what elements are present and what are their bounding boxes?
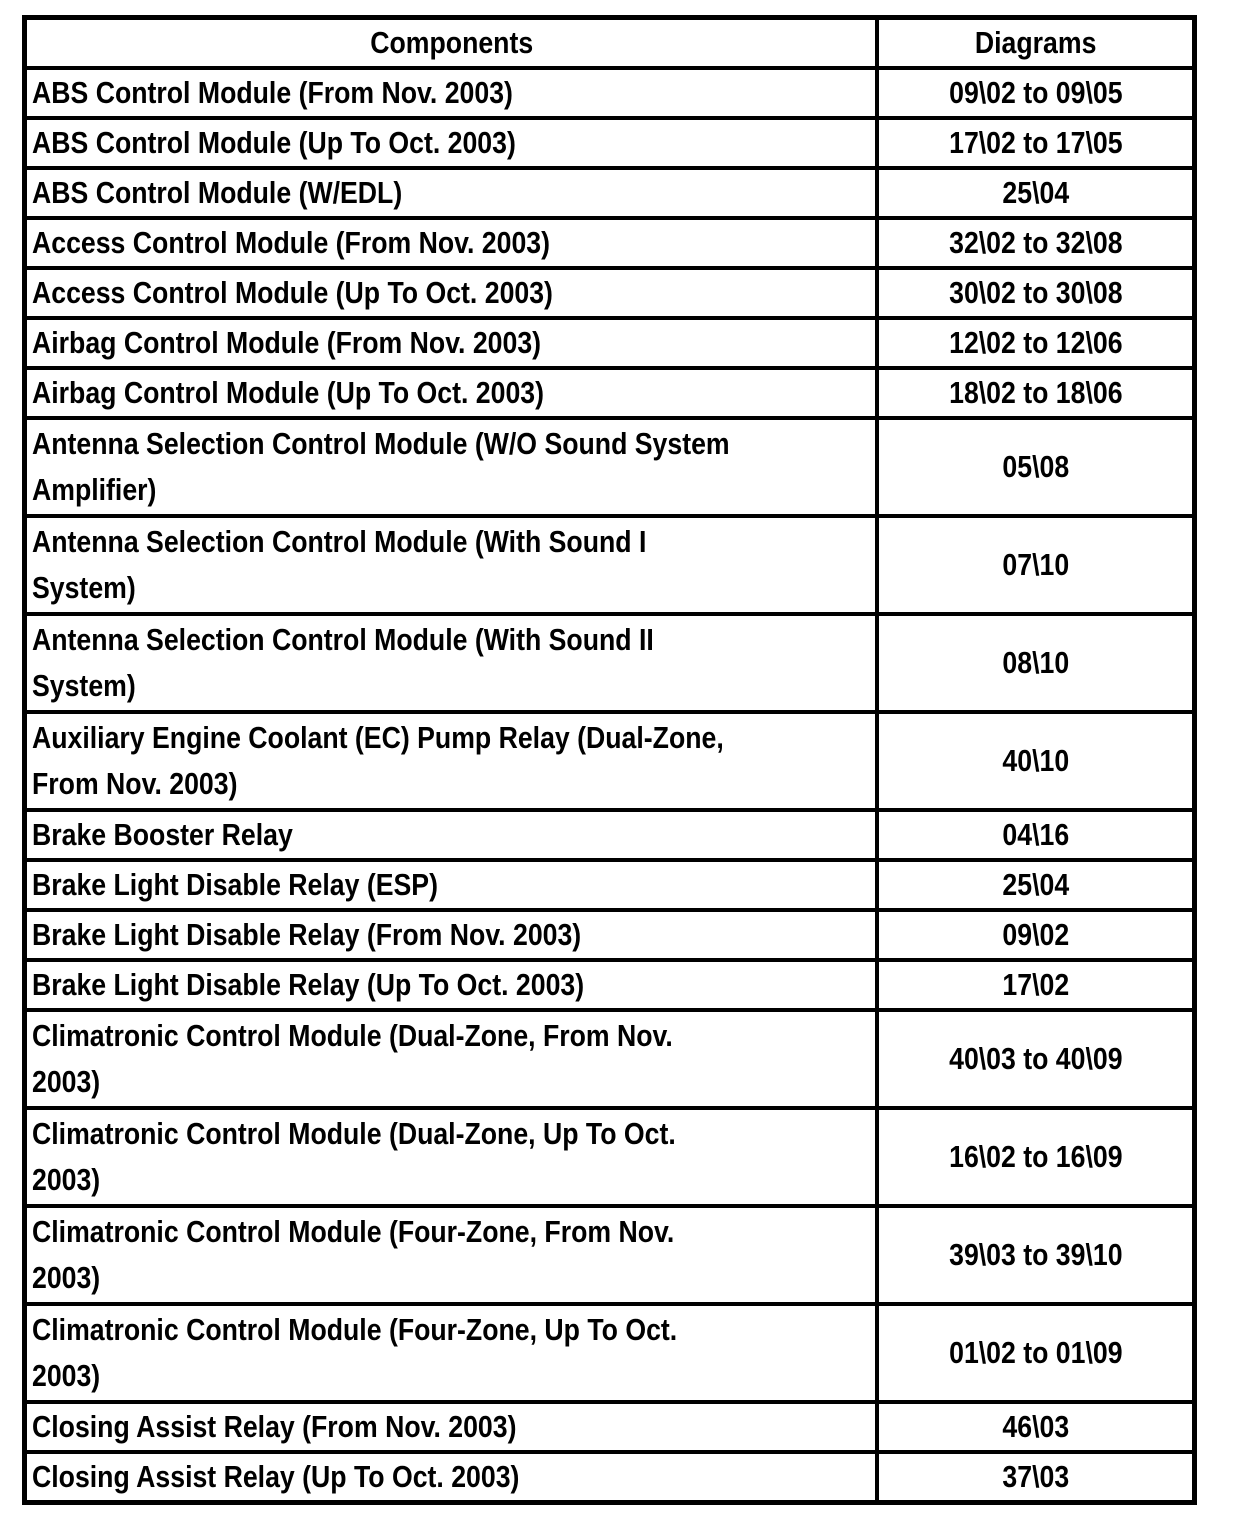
component-cell [25,68,877,118]
component-text: ABS Control Module (Up To Oct. 2003) [32,125,516,160]
table-row [25,418,1195,516]
table-row [25,1452,1195,1503]
diagrams-text: 12\02 to 12\06 [949,325,1123,360]
component-cell [25,268,877,318]
component-cell [25,1108,877,1206]
component-cell [25,516,877,614]
component-text: Closing Assist Relay (From Nov. 2003) [32,1409,517,1444]
component-text: Closing Assist Relay (Up To Oct. 2003) [32,1459,520,1494]
header-row [25,18,1195,69]
table-row [25,1206,1195,1304]
component-text: Brake Light Disable Relay (ESP) [32,867,438,902]
table-row [25,1010,1195,1108]
diagrams-cell [877,1304,1195,1402]
table-row [25,1304,1195,1402]
diagrams-cell [877,368,1195,418]
diagrams-text: 30\02 to 30\08 [949,275,1123,310]
diagrams-cell [877,218,1195,268]
table-row [25,810,1195,860]
diagrams-text: 16\02 to 16\09 [949,1139,1123,1174]
table-row [25,268,1195,318]
diagrams-cell [877,614,1195,712]
component-cell [25,418,877,516]
component-cell [25,614,877,712]
components-diagrams-table [22,15,1197,1505]
table-row [25,860,1195,910]
diagrams-cell [877,1402,1195,1452]
component-text: Airbag Control Module (Up To Oct. 2003) [32,375,544,410]
diagrams-cell [877,168,1195,218]
table-row [25,960,1195,1010]
diagrams-cell [877,418,1195,516]
component-cell [25,1010,877,1108]
diagrams-text: 40\03 to 40\09 [949,1041,1123,1076]
component-cell [25,218,877,268]
diagrams-cell [877,810,1195,860]
component-text: Climatronic Control Module (Dual-Zone, Up To Oct. 2003) [32,1116,676,1197]
diagrams-cell [877,516,1195,614]
component-text: Antenna Selection Control Module (With Sound II System) [32,622,654,703]
component-text: Access Control Module (From Nov. 2003) [32,225,551,260]
table-row [25,318,1195,368]
diagrams-cell [877,118,1195,168]
diagrams-cell [877,68,1195,118]
diagrams-text: 32\02 to 32\08 [949,225,1123,260]
component-cell [25,318,877,368]
component-cell [25,118,877,168]
component-text: ABS Control Module (From Nov. 2003) [32,75,513,110]
diagrams-text: 05\08 [1002,449,1070,484]
table-body [25,68,1195,1503]
component-cell [25,1402,877,1452]
table-row [25,1108,1195,1206]
diagrams-text: 17\02 to 17\05 [949,125,1123,160]
diagrams-text: 25\04 [1002,175,1070,210]
component-cell [25,1206,877,1304]
component-text: Brake Booster Relay [32,817,293,852]
diagrams-text: 40\10 [1002,743,1070,778]
diagrams-text: 01\02 to 01\09 [949,1335,1123,1370]
diagrams-text: 08\10 [1002,645,1070,680]
table-row [25,614,1195,712]
table-row [25,368,1195,418]
component-text: Access Control Module (Up To Oct. 2003) [32,275,553,310]
table-row [25,218,1195,268]
table-row [25,168,1195,218]
diagrams-cell [877,268,1195,318]
diagrams-text: 09\02 [1002,917,1070,952]
header-diagrams: Diagrams [877,18,1195,69]
diagrams-text: 18\02 to 18\06 [949,375,1123,410]
header-components: Components [25,18,877,69]
component-text: Climatronic Control Module (Four-Zone, From Nov. 2003) [32,1214,675,1295]
table-row [25,1402,1195,1452]
component-text: Climatronic Control Module (Dual-Zone, From Nov. 2003) [32,1018,673,1099]
component-cell [25,860,877,910]
diagrams-text: 07\10 [1002,547,1070,582]
component-cell [25,1452,877,1503]
component-text: Airbag Control Module (From Nov. 2003) [32,325,542,360]
diagrams-cell [877,1010,1195,1108]
diagrams-text: 17\02 [1002,967,1070,1002]
table-row [25,910,1195,960]
table-row [25,118,1195,168]
component-text: Antenna Selection Control Module (W/O Sound System Amplifier) [32,426,730,507]
diagrams-cell [877,960,1195,1010]
component-cell [25,1304,877,1402]
diagrams-cell [877,860,1195,910]
diagrams-cell [877,1108,1195,1206]
diagrams-cell [877,318,1195,368]
diagrams-cell [877,1206,1195,1304]
diagrams-text: 25\04 [1002,867,1070,902]
component-cell [25,368,877,418]
component-cell [25,910,877,960]
component-text: ABS Control Module (W/EDL) [32,175,403,210]
diagrams-cell [877,910,1195,960]
component-cell [25,810,877,860]
diagrams-text: 09\02 to 09\05 [949,75,1123,110]
component-cell [25,712,877,810]
diagrams-cell [877,712,1195,810]
diagrams-text: 46\03 [1002,1409,1070,1444]
table-row [25,712,1195,810]
component-cell [25,960,877,1010]
table-row [25,516,1195,614]
diagrams-text: 04\16 [1002,817,1070,852]
component-cell [25,168,877,218]
diagrams-text: 39\03 to 39\10 [949,1237,1123,1272]
component-text: Auxiliary Engine Coolant (EC) Pump Relay (Dual-Zone, From Nov. 2003) [32,720,724,801]
component-text: Brake Light Disable Relay (From Nov. 2003) [32,917,582,952]
component-text: Climatronic Control Module (Four-Zone, Up To Oct. 2003) [32,1312,678,1393]
diagrams-cell [877,1452,1195,1503]
diagrams-text: 37\03 [1002,1459,1070,1494]
table-row [25,68,1195,118]
component-text: Antenna Selection Control Module (With Sound I System) [32,524,647,605]
component-text: Brake Light Disable Relay (Up To Oct. 2003) [32,967,585,1002]
